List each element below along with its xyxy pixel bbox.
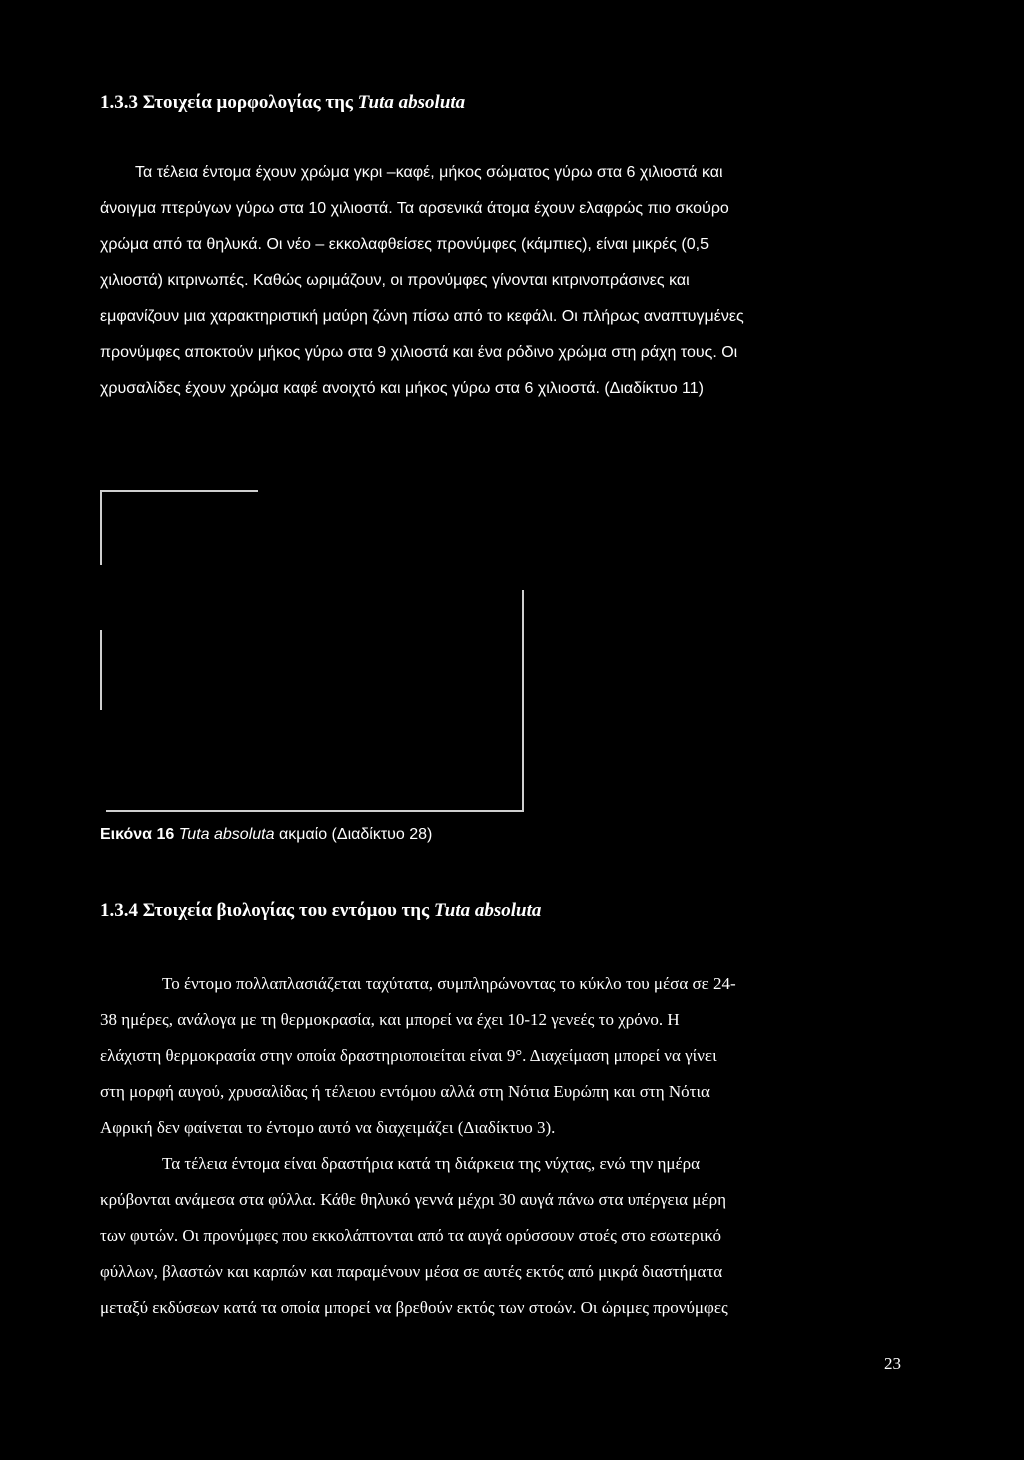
paragraph-line: χρώμα από τα θηλυκά. Οι νέο – εκκολαφθείσες προνύμφες (κάμπιες), είναι μικρές (0,5 [100,236,709,253]
paragraph-line: στη μορφή αυγού, χρυσαλίδας ή τέλειου εντόμου αλλά στη Νότια Ευρώπη και στη Νότια [100,1082,710,1101]
paragraph-line: Τα τέλεια έντομα έχουν χρώμα γκρι –καφέ, μήκος σώματος γύρω στα 6 χιλιοστά και [135,164,723,181]
section-heading-morphology [100,92,465,114]
paragraph-line: Τα τέλεια έντομα είναι δραστήρια κατά τη διάρκεια της νύχτας, ενώ την ημέρα [162,1154,700,1173]
frame-left-edge [100,630,102,710]
paragraph-line: Αφρική δεν φαίνεται το έντομο αυτό να διαχειμάζει (Διαδίκτυο 3). [100,1118,556,1137]
paragraph-line: χιλιοστά) κιτρινωπές. Καθώς ωριμάζουν, οι προνύμφες γίνονται κιτρινοπράσινες και [100,272,690,289]
section-heading-biology [100,900,541,922]
heading-species: Tuta absoluta [357,92,466,113]
heading-text: 1.3.3 Στοιχεία μορφολογίας της [100,92,353,113]
page-number: 23 [884,1354,901,1373]
frame-left-edge [100,490,102,565]
figure-caption [100,826,432,844]
paragraph-line: 38 ημέρες, ανάλογα με τη θερμοκρασία, και μπορεί να έχει 10-12 γενεές το χρόνο. Η [100,1010,680,1029]
paragraph-line: άνοιγμα πτερύγων γύρω στα 10 χιλιοστά. Τα αρσενικά άτομα έχουν ελαφρώς πιο σκούρο [100,200,729,217]
paragraph-line: μεταξύ εκδύσεων κατά τα οποία μπορεί να βρεθούν εκτός των στοών. Οι ώριμες προνύμφες [100,1298,728,1317]
heading-text: 1.3.4 Στοιχεία βιολογίας του εντόμου της [100,900,430,921]
paragraph-line: προνύμφες αποκτούν μήκος γύρω στα 9 χιλιοστά και ένα ρόδινο χρώμα στη ράχη τους. Οι [100,344,738,361]
caption-text: ακμαίο (Διαδίκτυο 28) [278,826,433,843]
caption-label: Εικόνα 16 [100,826,175,843]
frame-right-edge [522,590,524,812]
caption-species: Tuta absoluta [178,826,275,843]
heading-species: Tuta absoluta [433,900,542,921]
frame-bottom-edge [106,810,524,812]
paragraph-line: κρύβονται ανάμεσα στα φύλλα. Κάθε θηλυκό γεννά μέχρι 30 αυγά πάνω στα υπέργεια μέρη [100,1190,726,1209]
paragraph-line: των φυτών. Οι προνύμφες που εκκολάπτονται από τα αυγά ορύσσουν στοές στο εσωτερικό [100,1226,722,1245]
paragraph-line: ελάχιστη θερμοκρασία στην οποία δραστηριοποιείται είναι 9°. Διαχείμαση μπορεί να γίνει [100,1046,717,1065]
paragraph-line: χρυσαλίδες έχουν χρώμα καφέ ανοιχτό και μήκος γύρω στα 6 χιλιοστά. (Διαδίκτυο 11) [100,380,704,397]
paragraph-line: Το έντομο πολλαπλασιάζεται ταχύτατα, συμπληρώνοντας το κύκλο του μέσα σε 24- [162,974,736,993]
paragraph-line: φύλλων, βλαστών και καρπών και παραμένουν μέσα σε αυτές εκτός από μικρά διαστήματα [100,1262,723,1281]
frame-top-edge [100,490,258,492]
paragraph-line: εμφανίζουν μια χαρακτηριστική μαύρη ζώνη πίσω από το κεφάλι. Οι πλήρως αναπτυγμένες [100,308,744,325]
